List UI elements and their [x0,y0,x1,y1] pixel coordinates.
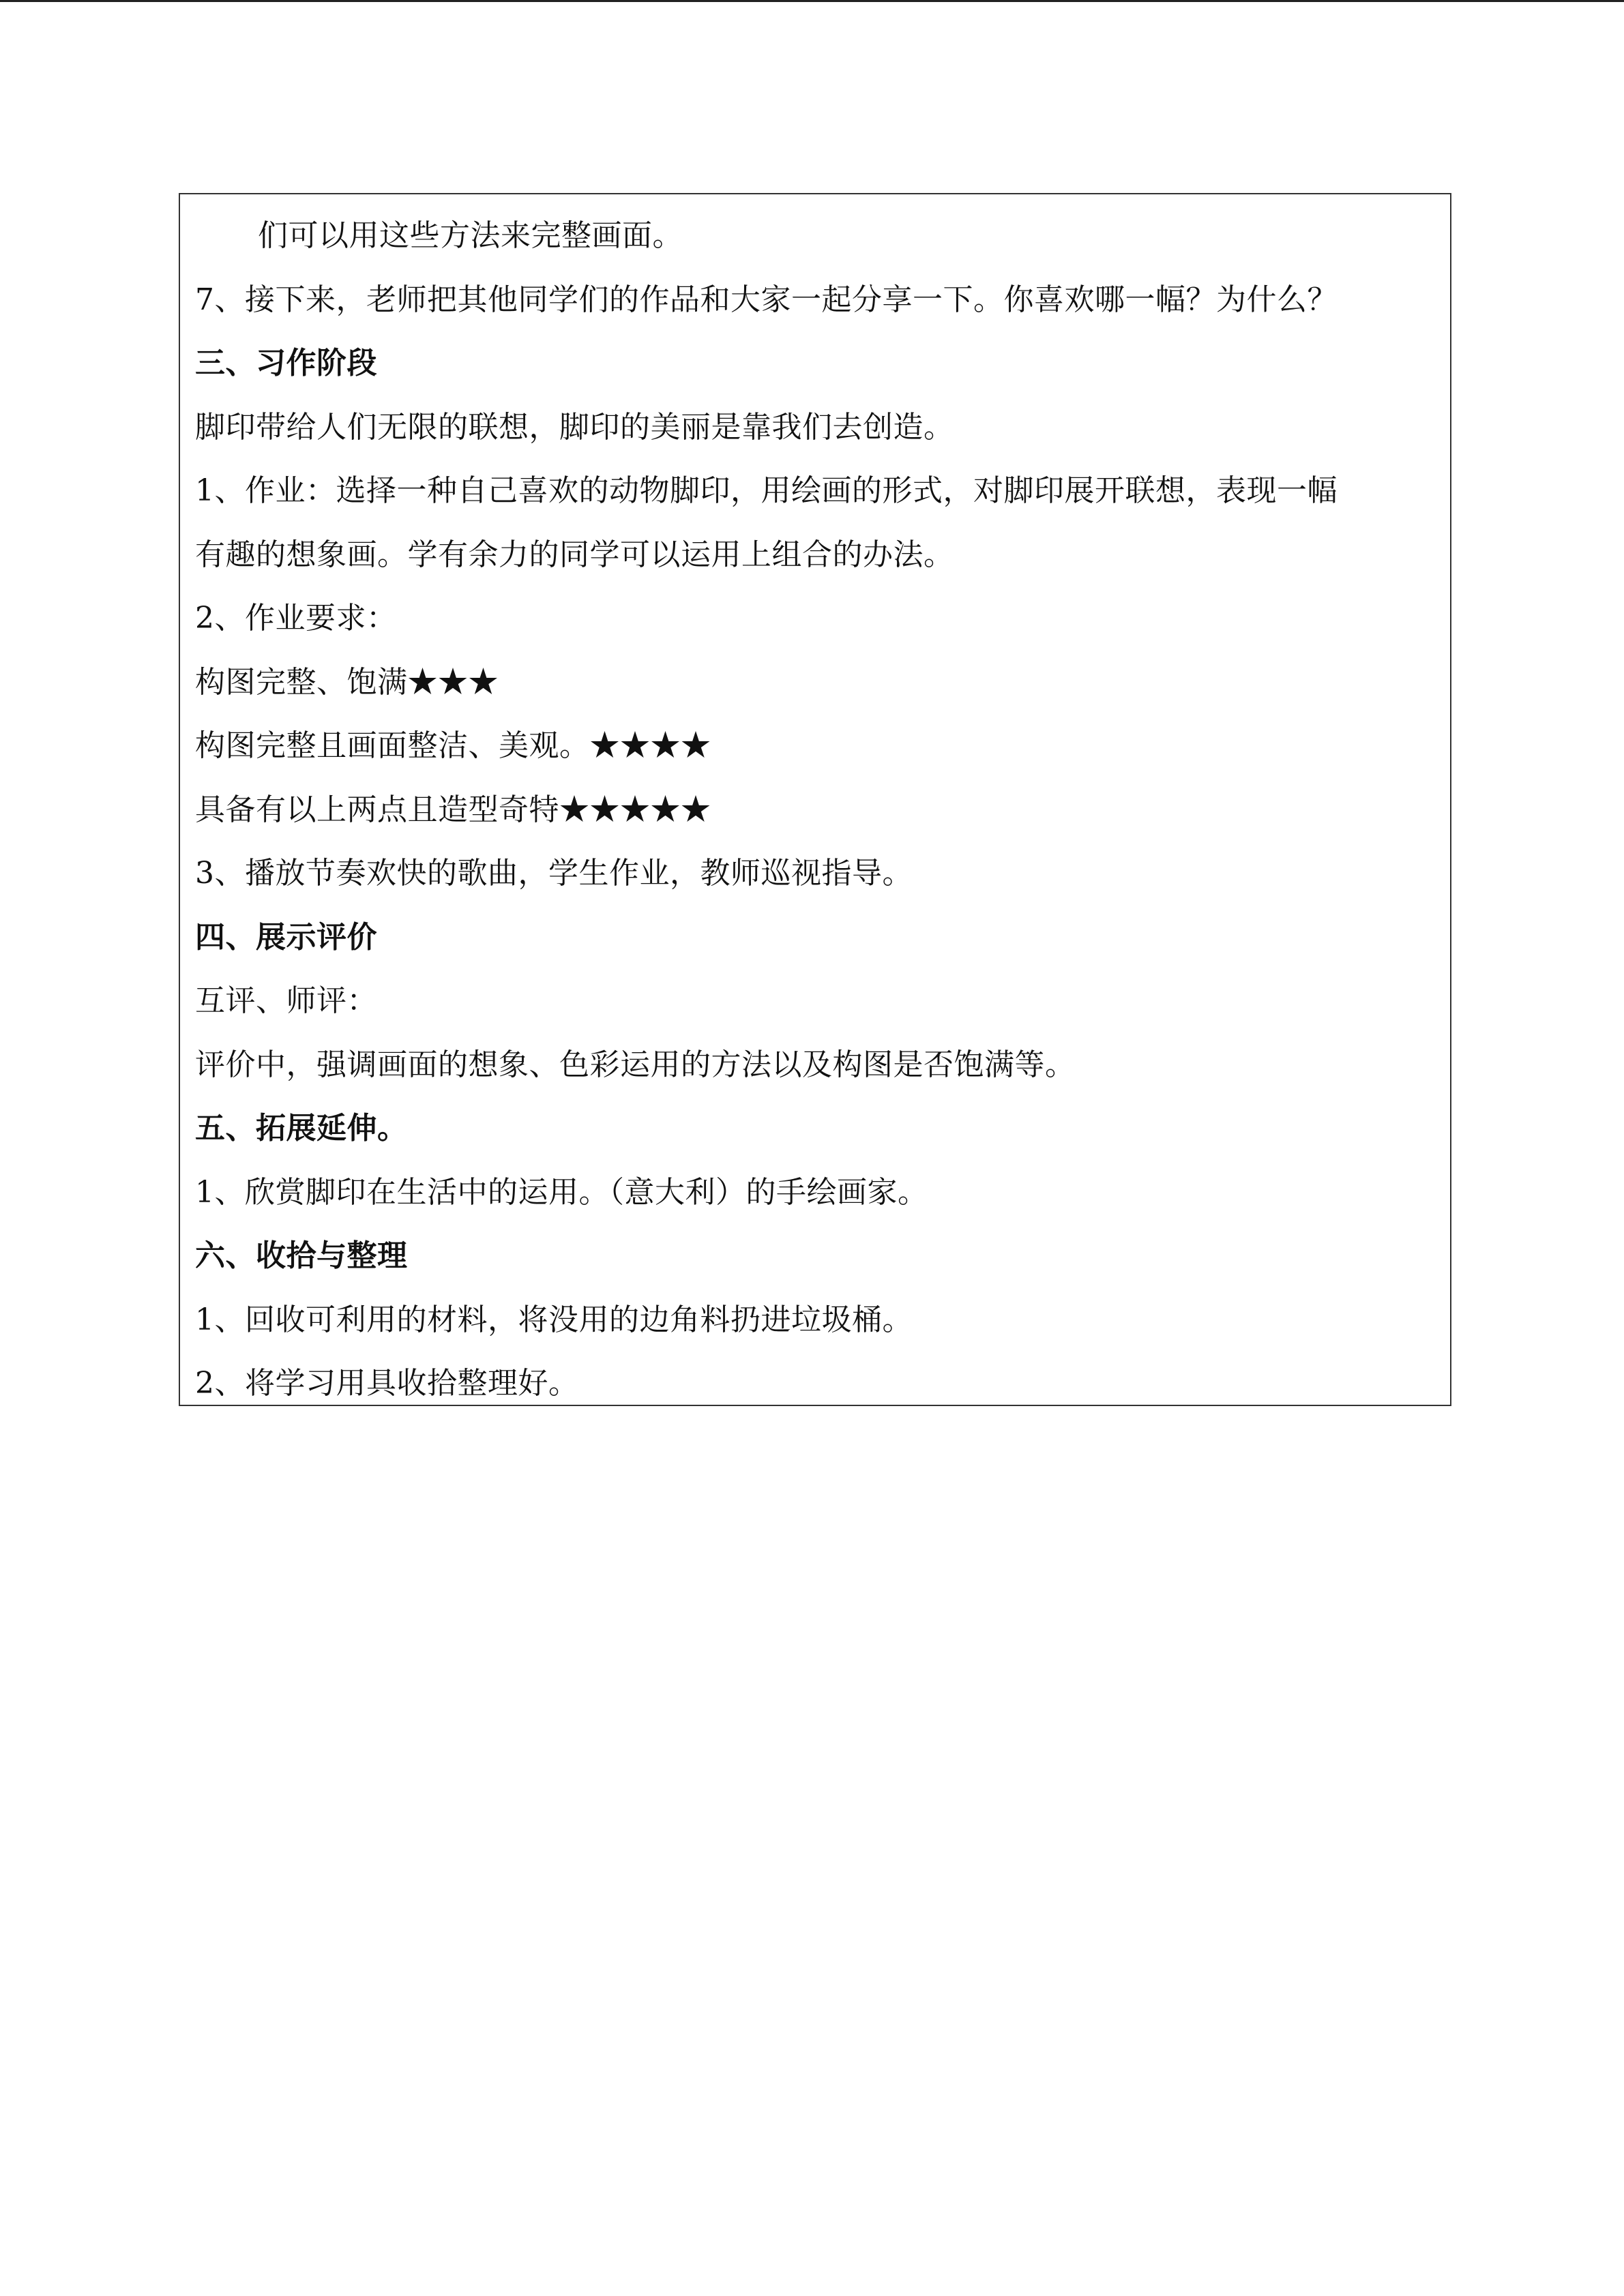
practice-intro-text: 脚印带给人们无限的联想，脚印的美丽是靠我们去创造。 [195,409,954,445]
assignment-text: 1、作业：选择一种自己喜欢的动物脚印，用绘画的形式，对脚印展开联想，表现一幅 [195,473,1338,508]
step-7-text: 7、接下来，老师把其他同学们的作品和大家一起分享一下。你喜欢哪一幅？为什么？ [195,282,1338,317]
section-heading-extension: 五、拓展延伸。 [195,1111,408,1146]
requirement-three-stars: 构图完整、饱满★★★ [195,664,499,700]
section-heading-evaluation: 四、展示评价 [195,919,377,955]
music-activity-text: 3、播放节奏欢快的歌曲，学生作业，教师巡视指导。 [195,856,913,891]
requirement-four-stars: 构图完整且画面整洁、美观。★★★★ [195,728,711,763]
evaluation-type-text: 互评、师评： [195,983,377,1018]
requirements-label: 2、作业要求： [195,601,397,636]
requirement-five-stars: 具备有以上两点且造型奇特★★★★★ [195,792,711,827]
cleanup-item-1: 1、回收可利用的材料，将没用的边角料扔进垃圾桶。 [195,1302,913,1337]
page-top-rule [0,0,1624,2]
section-heading-practice: 三、习作阶段 [195,346,377,381]
evaluation-criteria-text: 评价中，强调画面的想象、色彩运用的方法以及构图是否饱满等。 [195,1047,1076,1082]
extension-item-1: 1、欣赏脚印在生活中的运用。（意大利）的手绘画家。 [195,1174,928,1210]
cleanup-item-2: 2、将学习用具收拾整理好。 [195,1366,579,1401]
section-heading-cleanup: 六、收拾与整理 [195,1238,408,1273]
assignment-text-continued: 有趣的想象画。学有余力的同学可以运用上组合的办法。 [195,537,954,572]
lesson-content-box [179,193,1451,1406]
continuation-text: 们可以用这些方法来完整画面。 [258,218,683,253]
